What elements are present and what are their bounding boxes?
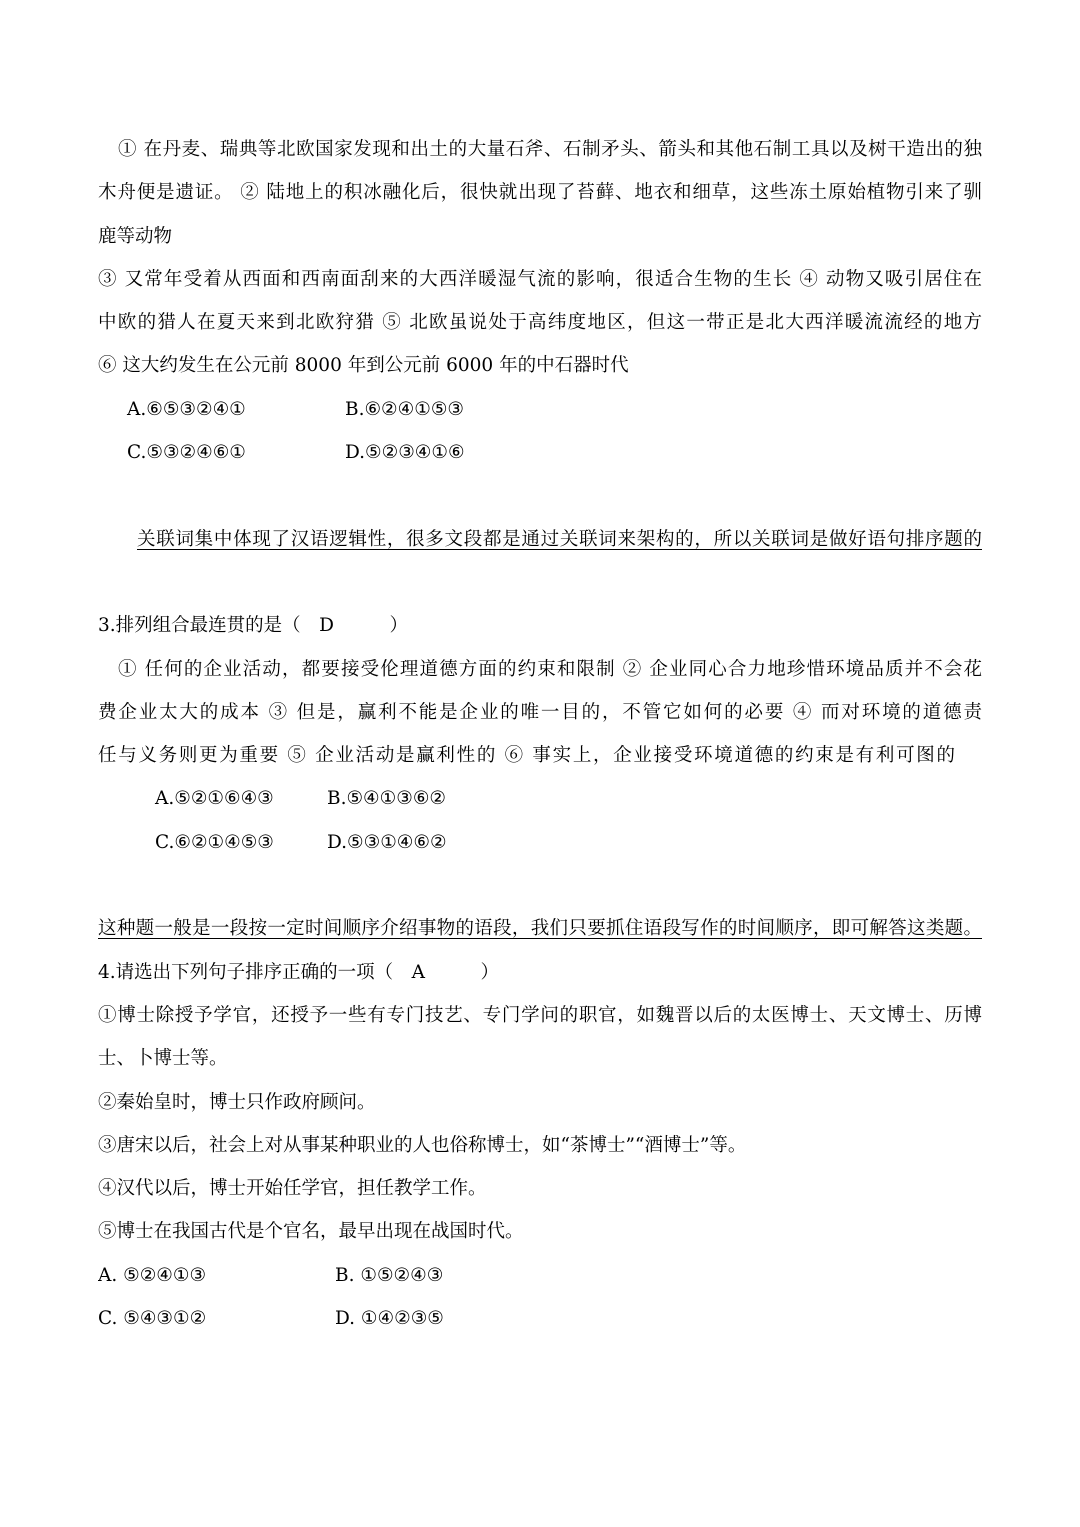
q2-sentence-line: ⑥ 这大约发生在公元前 8000 年到公元前 6000 年的中石器时代 [98,355,629,377]
q4-sentence-line: ①博士除授予学官，还授予一些有专门技艺、专门学问的职官，如魏晋以后的太医博士、天文博士、历博 [98,1004,982,1026]
tip4-heading-line [98,864,982,907]
q3-sentence-line: ① 任何的企业活动，都要接受伦理道德方面的约束和限制 ② 企业同心合力地珍惜环境品质并不会花 [118,658,982,680]
q4-option-c: C. ⑤④③①② [98,1308,207,1330]
q3-option-b: B.⑤④①③⑥② [327,788,446,810]
tip3-heading-line [98,474,982,517]
tip4-explanation-line: 这种题一般是一段按一定时间顺序介绍事物的语段，我们只要抓住语段写作的时间顺序，即可解答这类题。 [98,918,982,940]
q4-sentence-line: 士、卜博士等。 [98,1048,228,1070]
q2-sentence-line: ① 在丹麦、瑞典等北欧国家发现和出土的大量石斧、石制矛头、箭头和其他石制工具以及树干造出的独 [118,139,982,160]
tip3-explanation-line [98,561,982,604]
q2-sentence-line: 木舟便是遗证。 ② 陆地上的积冰融化后，很快就出现了苔藓、地衣和细草，这些冻土原始植物引来了驯 [98,182,982,204]
q4-sentence-line: ⑤博士在我国古代是个官名，最早出现在战国时代。 [98,1221,524,1243]
q4-option-d: D. ①④②③⑤ [335,1308,444,1330]
q3-options-row [98,777,982,820]
q4-sentence-line: ③唐宋以后，社会上对从事某种职业的人也俗称博士，如“茶博士”“酒博士”等。 [98,1134,747,1156]
q2-option-a: A.⑥⑤③②④① [127,398,246,420]
q4-option-a: A. ⑤②④①③ [98,1264,207,1286]
q4-sentence-line: ②秦始皇时，博士只作政府顾问。 [98,1091,376,1113]
q2-options-row [98,388,982,431]
page-content [98,128,982,1384]
q3-option-c: C.⑥②①④⑤③ [155,831,274,853]
q3-sentence-line: 费企业太大的成本 ③ 但是，赢利不能是企业的唯一目的，不管它如何的必要 ④ 而对环境的道德责 [98,701,982,723]
tip5-heading-line [98,1340,982,1383]
q3-stem: 3.排列组合最连贯的是（ D ） [98,615,408,637]
q3-sentence-line: 任与义务则更为重要 ⑤ 企业活动是赢利性的 ⑥ 事实上，企业接受环境道德的约束是有利可图的 [98,745,955,767]
q2-sentence-line: ③ 又常年受着从西面和西南面刮来的大西洋暖湿气流的影响，很适合生物的生长 ④ 动物又吸引居住在 [98,268,982,290]
q2-option-b: B.⑥②④①⑤③ [345,398,464,420]
q2-option-d: D.⑤②③④①⑥ [345,442,465,464]
q4-stem: 4.请选出下列句子排序正确的一项（ A ） [98,961,500,983]
q2-option-c: C.⑤③②④⑥① [127,442,246,464]
q4-sentence-line: ④汉代以后，博士开始任学官，担任教学工作。 [98,1178,487,1200]
tip3-explanation-line: 关联词集中体现了汉语逻辑性，很多文段都是通过关联词来架构的，所以关联词是做好语句排序题的 [137,528,982,550]
q4-options-row [98,1254,982,1297]
q3-options-row [98,821,982,864]
q2-sentence-line: 中欧的猎人在夏天来到北欧狩猎 ⑤ 北欧虽说处于高纬度地区，但这一带正是北大西洋暖流流经的地方 [98,312,982,334]
q2-options-row [98,431,982,474]
q4-options-row [98,1297,982,1340]
q3-option-d: D.⑤③①④⑥② [327,831,447,853]
q2-sentence-line: 鹿等动物 [98,225,173,247]
q4-option-b: B. ①⑤②④③ [335,1264,444,1286]
q3-option-a: A.⑤②①⑥④③ [155,788,274,810]
